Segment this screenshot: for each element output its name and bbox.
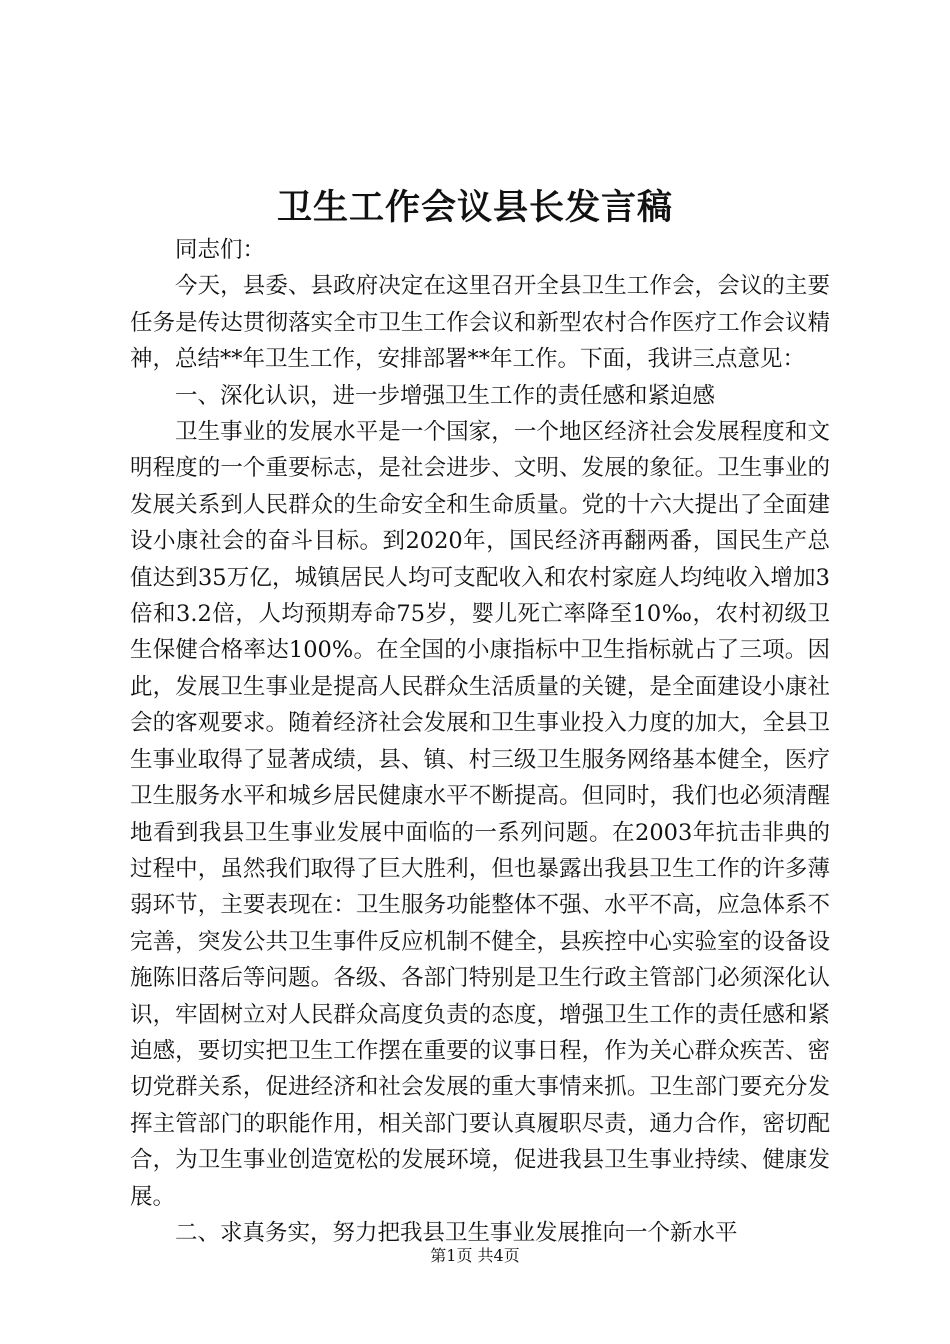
- salutation-paragraph: 同志们：: [175, 237, 266, 263]
- section-heading-1: 一、深化认识，进一步增强卫生工作的责任感和紧迫感: [175, 382, 716, 409]
- section-heading-2: 二、求真务实，努力把我县卫生事业发展推向一个新水平: [175, 1219, 738, 1246]
- section-1-paragraph: 卫生事业的发展水平是一个国家，一个地区经济社会发展程度和文明程度的一个重要标志，是社会进步、文明、发展的象征。卫生事业的发展关系到人民群众的生命安全和生命质量。党的十六大提出了全面建设小康社会的奋斗目标。到2020年，国民经济再翻两番，国民生产总值达到35万亿，城镇居民人均可支配收入和农村家庭人均纯收入增加3倍和3.2倍，人均预期寿命75岁，婴儿死亡率降至10‰，农村初级卫生保健合格率达100%。在全国的小康指标中卫生指标就占了三项。因此，发展卫生事业是提高人民群众生活质量的关键，是全面建设小康社会的客观要求。随着经济社会发展和卫生事业投入力度的加大，全县卫生事业取得了显著成绩，县、镇、村三级卫生服务网络基本健全，医疗卫生服务水平和城乡居民健康水平不断提高。但同时，我们也必须清醒地看到我县卫生事业发展中面临的一系列问题。在2003年抗击非典的过程中，虽然我们取得了巨大胜利，但也暴露出我县卫生工作的许多薄弱环节，主要表现在：卫生服务功能整体不强、水平不高，应急体系不完善，突发公共卫生事件反应机制不健全，县疾控中心实验室的设备设施陈旧落后等问题。各级、各部门特别是卫生行政主管部门必须深化认识，牢固树立对人民群众高度负责的态度，增强卫生工作的责任感和紧迫感，要切实把卫生工作摆在重要的议事日程，作为关心群众疾苦、密切党群关系，促进经济和社会发展的重大事情来抓。卫生部门要充分发挥主管部门的职能作用，相关部门要认真履职尽责，通力合作，密切配合，为卫生事业创造宽松的发展环境，促进我县卫生事业持续、健康发展。: [130, 419, 830, 1210]
- intro-paragraph: 今天，县委、县政府决定在这里召开全县卫生工作会，会议的主要任务是传达贯彻落实全市卫生工作会议和新型农村合作医疗工作会议精神，总结**年卫生工作，安排部署**年工作。下面，我讲三点意见：: [130, 273, 830, 373]
- document-body: [130, 232, 830, 1251]
- document-title: 卫生工作会议县长发言稿: [276, 187, 673, 228]
- page-footer: 第1页 共4页: [430, 1246, 520, 1265]
